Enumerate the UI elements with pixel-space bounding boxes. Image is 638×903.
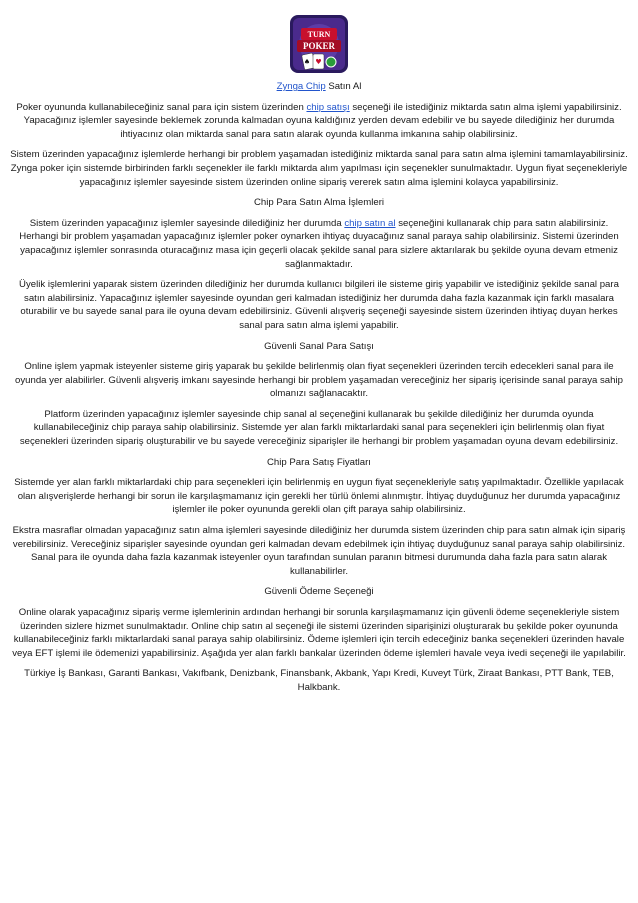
paragraph-4: Üyelik işlemlerini yaparak sistem üzerinden dilediğiniz her durumda kullanıcı bilgileri ile sisteme giriş yapabilir ve istediğiniz şekilde sanal para satın alabilirsiniz. Yapacağınız işlemler sayesinde oyundan geri kalmadan istediğiniz her durumda daha fazla kazanmak için farklı masalara oturabilir ve bu sayede sanal para ile oyuna devam edebilirsiniz. Güvenli alışveriş seçeneği sayesinde sistem üzerinden ihtiyaç duyan herkes sanal para satın alma işlemi yapabilir. xyxy=(19,279,619,331)
zynga-chip-link[interactable]: Zynga Chip xyxy=(276,81,326,92)
turn-poker-logo xyxy=(289,14,349,74)
section-heading-guvenli-sanal-para: Güvenli Sanal Para Satışı xyxy=(264,340,374,352)
section-heading-chip-para-satin-alma: Chip Para Satın Alma İşlemleri xyxy=(253,197,385,209)
chip-satin-al-link[interactable]: chip satın al xyxy=(344,217,396,229)
page-title-rest: Satın Al xyxy=(325,81,362,92)
paragraph-5: Online işlem yapmak isteyenler sisteme giriş yaparak bu şekilde belirlenmiş olan fiyat seçenekleri üzerinden tercih edecekleri sanal para ile oyunda yer alabilirler. Güvenli alışveriş imkanı sayesinde herhangi bir problem yaşamadan vereceğiniz her sipariş içerisinde sanal paraya sahip olmanızı sağlanacaktır. xyxy=(15,361,623,400)
article-body xyxy=(10,80,628,702)
paragraph-intro-text-b: seçeneği ile istediğiniz miktarda satın alma işlemi yapabilirsiniz. Yapacağınız işlemler sayesinde beklemek zorunda kalmadan oyuna kaldığınız yerden devam edebilir ve bu sayede dilediğiniz her durumda ihtiyacınız olan miktarda sanal para satın alarak oyunda kullanma imkanına sahip olabilirsiniz. xyxy=(23,101,622,140)
paragraph-8: Ekstra masraflar olmadan yapacağınız satın alma işlemleri sayesinde dilediğiniz her durumda sistem üzerinden chip para satın almak için sipariş verebilirsiniz. Vereceğiniz siparişler sayesinde oyundan geri kalmadan devam edebilmek için ihtiyaç duyduğunuz sanal paraya sahip olabilirsiniz. Sanal para ile oyunda daha fazla kazanmak isteyenler oyun tarafından sunulan paranın bitmesi durumunda daha fazla para satın alarak kullanabilirler. xyxy=(12,525,626,577)
section-heading-chip-para-satis-fiyatlari: Chip Para Satış Fiyatları xyxy=(267,456,371,468)
paragraph-7: Sistemde yer alan farklı miktarlardaki chip para seçenekleri için belirlenmiş en uygun fiyat seçenekleriyle satış yapılmaktadır. Özellikle yapılacak olan alışverişlerde herhangi bir sorun ile karşılaşmamanız için gerekli her türlü önlemi alınmıştır. İhtiyaç duyduğunuz her durumda yapacağınız işlemler ile poker oyununda gerekli olan çift paraya sahip olabilirsiniz. xyxy=(14,477,624,516)
chip-satisi-link[interactable]: chip satışı xyxy=(306,101,350,113)
paragraph-banks: Türkiye İş Bankası, Garanti Bankası, Vakıfbank, Denizbank, Finansbank, Akbank, Yapı Kredi, Kuveyt Türk, Ziraat Bankası, PTT Bank, TEB, Halkbank. xyxy=(24,668,614,693)
svg-text:♠: ♠ xyxy=(303,58,311,66)
svg-text:♥: ♥ xyxy=(315,58,322,66)
paragraph-3 xyxy=(10,217,628,271)
paragraph-6: Platform üzerinden yapacağınız işlemler sayesinde chip sanal al seçeneğini kullanarak bu şekilde dilediğiniz her durumda oyunda kullanabileceğiniz chip paraya sahip olabilirsiniz. Sistemde yer alan farklı miktarlardaki sanal para seçenekleri için belirlenmiş olan fiyat seçenekleri üzerinden sipariş oluşturabilir ve bu sayede vereceğiniz siparişler ile herhangi bir problem yaşamadan oyuna devam edebilirsiniz. xyxy=(19,408,619,448)
svg-text:TURN: TURN xyxy=(307,30,331,39)
paragraph-3-text-b: seçeneğini kullanarak chip para satın alabilirsiniz. Herhangi bir problem yaşamadan yapacağınız işlemler poker oynarken ihtiyaç duyacağınız sanal paraya sahip olabilirsiniz. Sistemi üzerinden yapacağınız işlemler sonrasında oturacağınız masa için geçerli olacak şekilde sanal para sizlere aktarılarak bu şekilde oyuna devam etmeniz sağlanmaktadır. xyxy=(19,217,619,270)
svg-text:POKER: POKER xyxy=(302,41,336,51)
page-title xyxy=(10,80,628,94)
logo-graphic xyxy=(289,14,349,74)
paragraph-intro-text-a: Poker oyununda kullanabileceğiniz sanal para için sistem üzerinden xyxy=(16,101,307,113)
paragraph-9: Online olarak yapacağınız sipariş verme işlemlerinin ardından herhangi bir sorunla karşılaşmamanız için güvenli ödeme seçenekleriyle sistem üzerinden sizlere hizmet sunulmaktadır. Online chip satın al seçeneği ile sistemi üzerinden siparişinizi oluşturarak bu şekilde poker oyununda kullanabileceğiniz farklı miktarlardaki sanal paraya sahip olabilirsiniz. Ödeme işlemleri için tercih edeceğiniz banka seçenekleri üzerinden havale veya EFT işlemi ile ödemenizi yapabilirsiniz. Aşağıda yer alan farklı bankalar üzerinden ödeme işlemleri havale veya ivedi seçeneği ile yapılabilir. xyxy=(12,607,626,659)
paragraph-2: Sistem üzerinden yapacağınız işlemlerde herhangi bir problem yaşamadan istediğiniz miktarda sanal para satın alma işlemini tamamlayabilirsiniz. Zynga poker için sistemde birbirinden farklı seçenekler ile farklı miktarda alım yapılması için seçenekler sunulmaktadır. Uygun fiyat seçenekleriyle yapacağınız işlemler sayesinde sistem üzerinden online sipariş vererek satın alma işlemini kolayca yapabilirsiniz. xyxy=(10,149,628,188)
paragraph-3-text-a: Sistem üzerinden yapacağınız işlemler sayesinde dilediğiniz her durumda xyxy=(29,217,345,229)
section-heading-guvenli-odeme: Güvenli Ödeme Seçeneği xyxy=(264,586,374,598)
paragraph-intro xyxy=(10,101,628,142)
